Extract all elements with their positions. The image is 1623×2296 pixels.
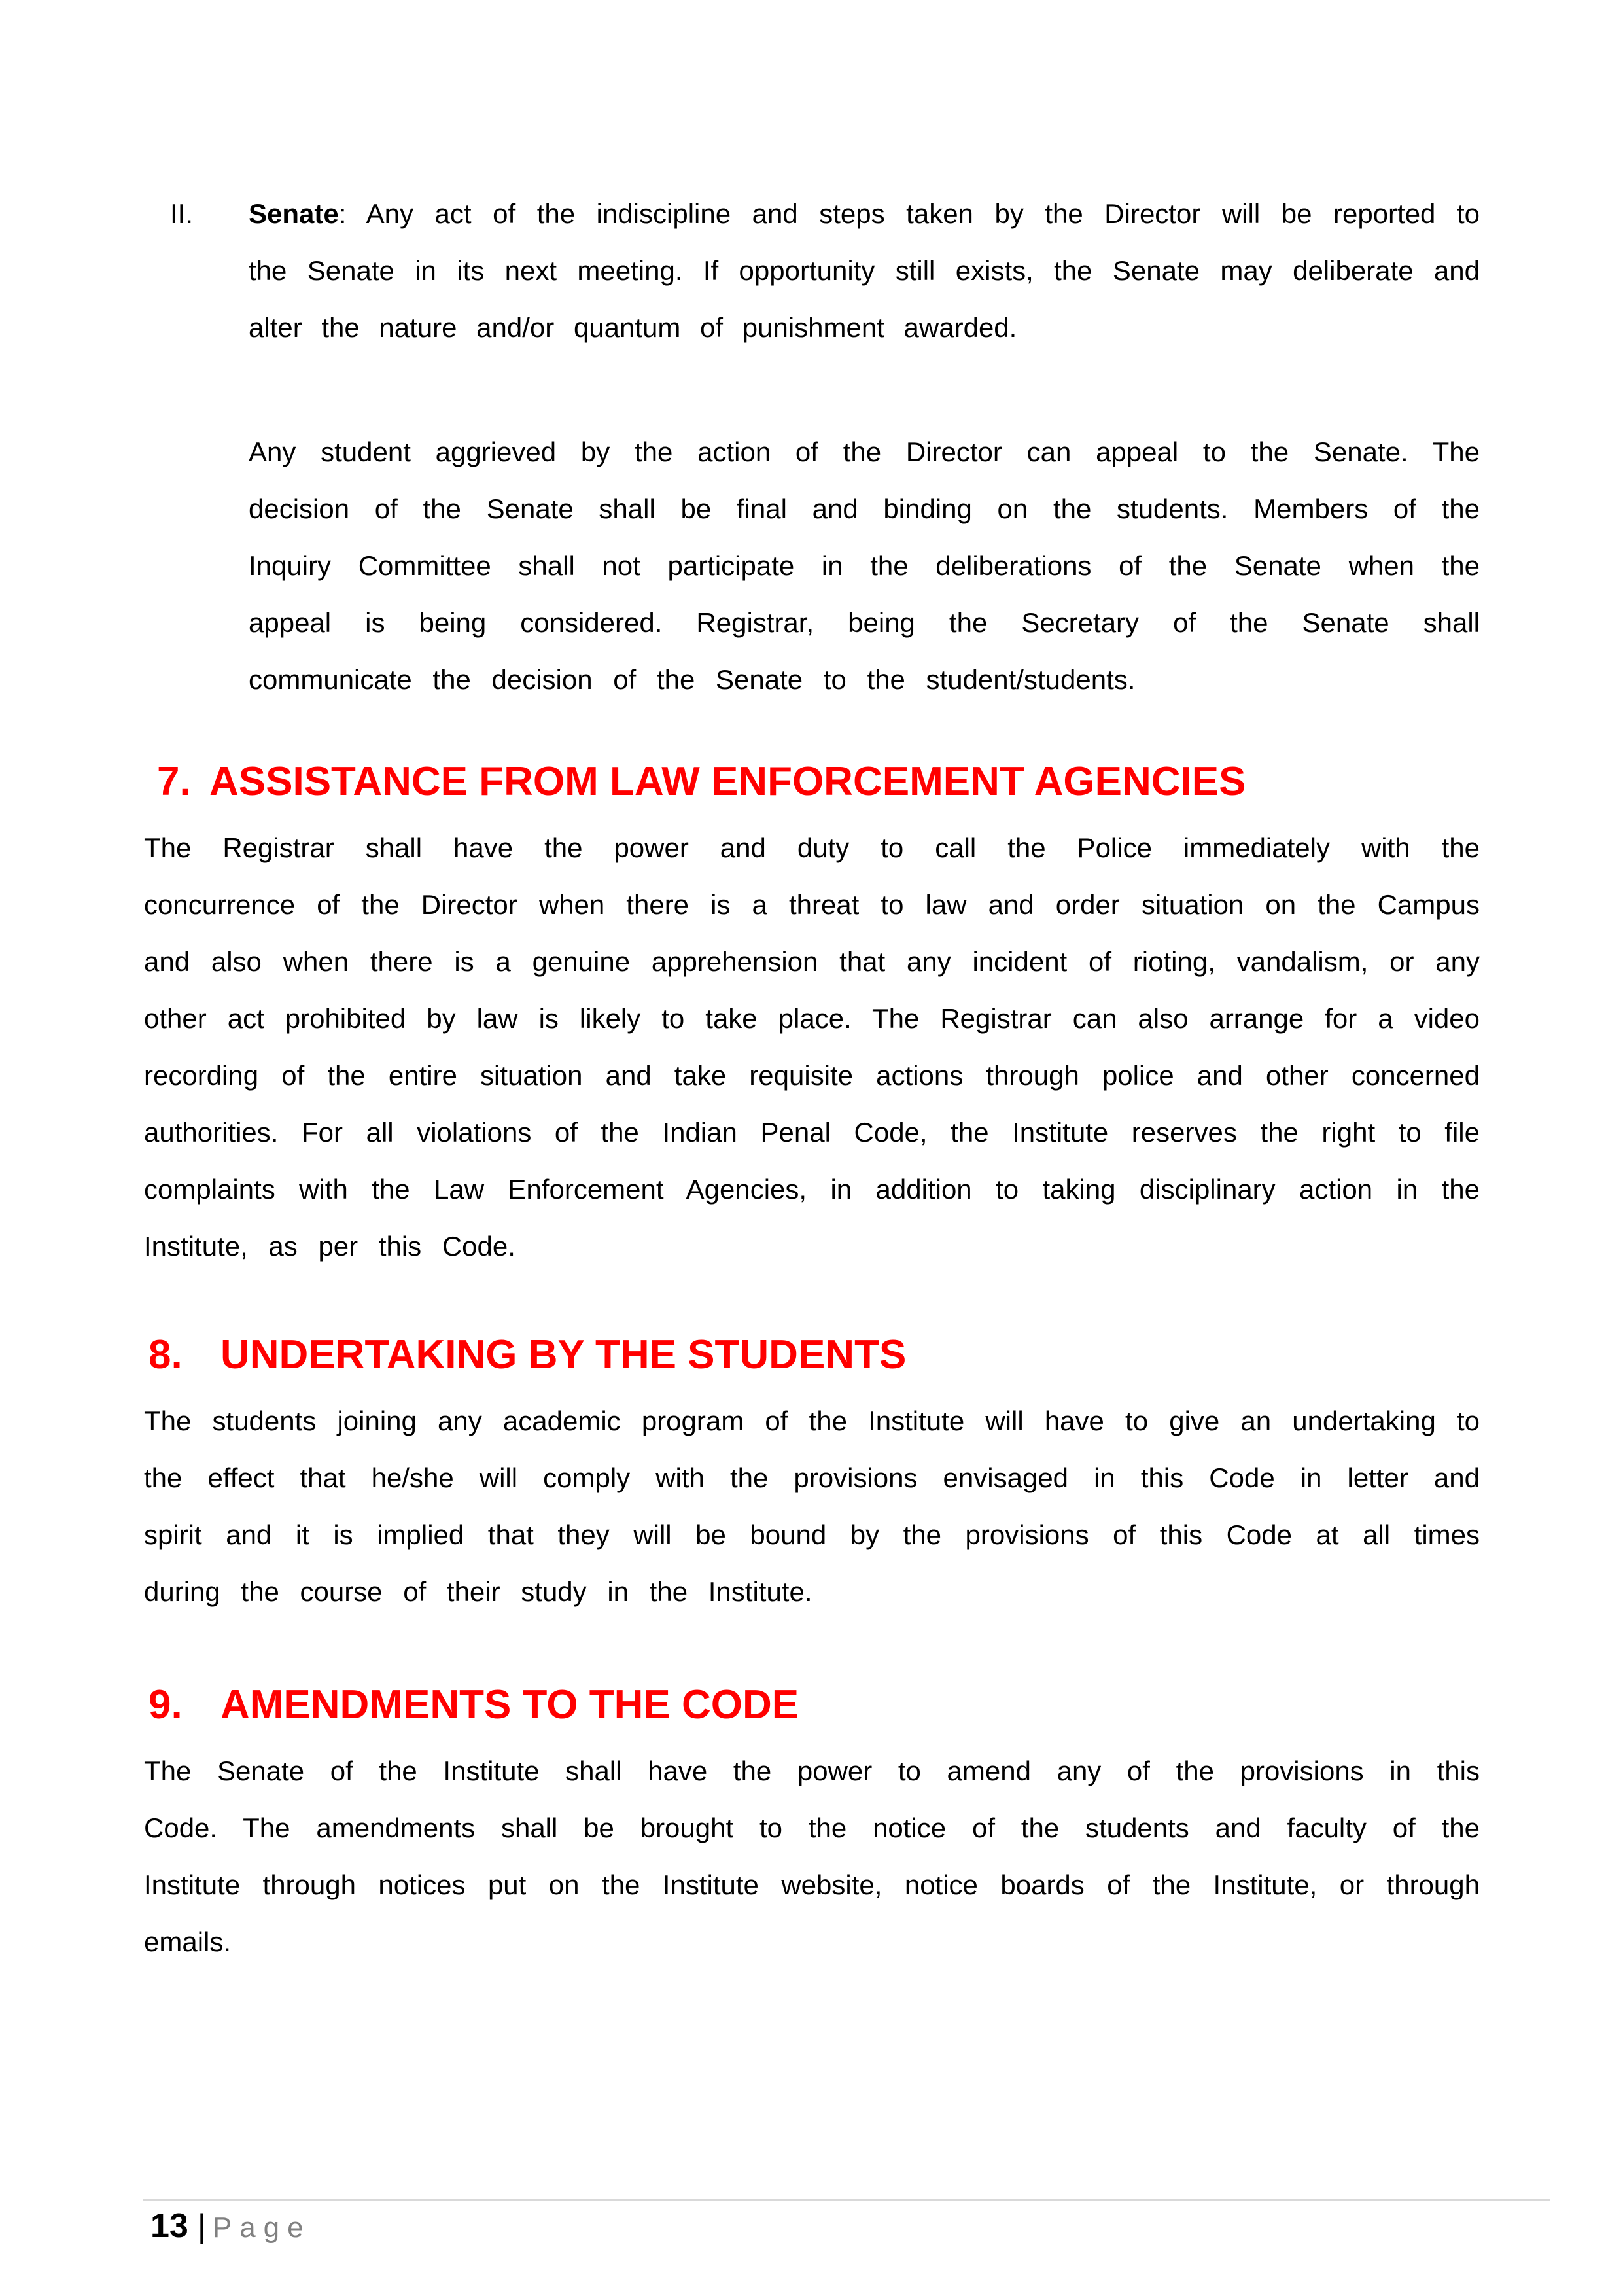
list-item-marker: II.	[170, 198, 194, 229]
section-7-number: 7.	[157, 759, 191, 804]
list-item-text: : Any act of the indiscipline and steps taken by the Director will be reported to the Senate in its next meeting. If opportunity still exists, the Senate may deliberate and alter the nature and/or quantum of punishment awarded.	[249, 198, 1480, 343]
footer-page-label: Page	[212, 2212, 311, 2244]
footer-divider	[143, 2199, 1550, 2201]
page-footer	[150, 2206, 311, 2254]
list-item-body	[249, 185, 1480, 356]
section-7-title: ASSISTANCE FROM LAW ENFORCEMENT AGENCIES	[209, 759, 1246, 804]
section-9-body: The Senate of the Institute shall have the power to amend any of the provisions in this Code. The amendments shall be brought to the notice of the students and faculty of the Institute through notices put on the Institute website, notice boards of the Institute, or through emails.	[144, 1756, 1480, 1957]
page-number: 13	[150, 2207, 188, 2245]
section-8-title: UNDERTAKING BY THE STUDENTS	[220, 1332, 907, 1377]
section-8-body: The students joining any academic program of the Institute will have to give an undertaking to the effect that he/she will comply with the provisions envisaged in this Code in letter and spirit and it is implied that they will be bound by the provisions of this Code at all times during the course of their study in the Institute.	[144, 1405, 1480, 1607]
section-8-heading	[144, 1331, 1484, 1379]
list-item-bold-lead: Senate	[249, 198, 339, 229]
section-7-body: The Registrar shall have the power and duty to call the Police immediately with the concurrence of the Director when there is a threat to law and order situation on the Campus and also when there is a genuine apprehension that any incident of rioting, vandalism, or any other act prohibited by law is likely to take place. The Registrar can also arrange for a video recording of the entire situation and take requisite actions through police and other concerned authorities. For all violations of the Indian Penal Code, the Institute reserves the right to file complaints with the Law Enforcement Agencies, in addition to taking disciplinary action in the Institute, as per this Code.	[144, 832, 1480, 1262]
section-9-number: 9.	[148, 1682, 183, 1727]
section-9-heading	[144, 1681, 1484, 1729]
footer-separator: |	[197, 2208, 206, 2244]
paragraph-appeal: Any student aggrieved by the action of the Director can appeal to the Senate. The decision of the Senate shall be final and binding on the students. Members of the Inquiry Committee shall not participate in the deliberations of the Senate when the appeal is being considered. Registrar, being the Secretary of the Senate shall communicate the decision of the Senate to the student/students.	[249, 436, 1480, 695]
section-7-heading	[144, 758, 1493, 806]
list-item-senate	[144, 185, 1480, 356]
section-9-title: AMENDMENTS TO THE CODE	[220, 1682, 799, 1727]
section-8-number: 8.	[148, 1332, 183, 1377]
